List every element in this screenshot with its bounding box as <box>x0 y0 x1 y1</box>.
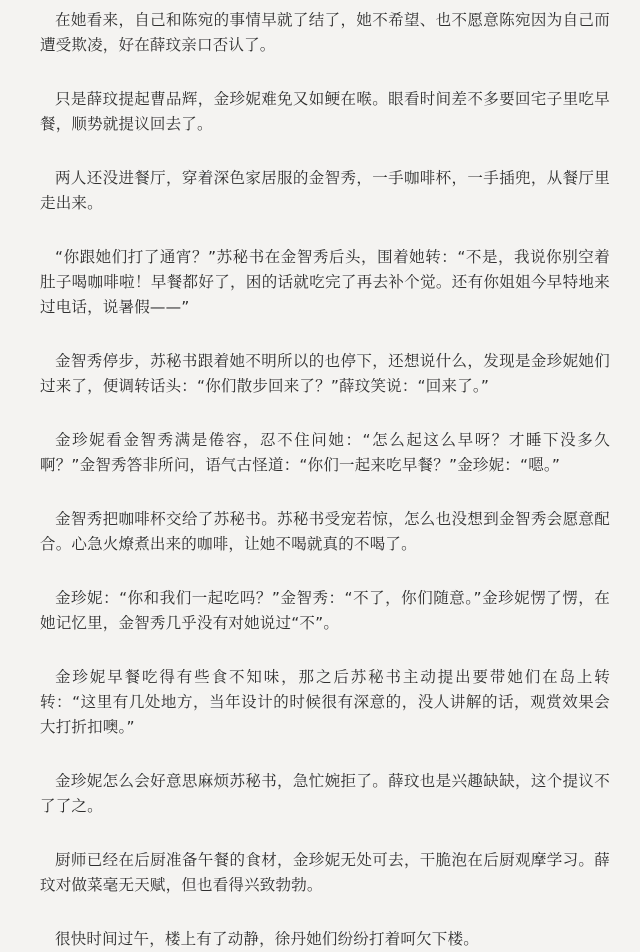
paragraph-11: 厨师已经在后厨准备午餐的食材，金珍妮无处可去，干脆泡在后厨观摩学习。薛玟对做菜毫无天赋，但也看得兴致勃勃。 <box>40 851 610 894</box>
paragraph-8: 金珍妮：“你和我们一起吃吗？”金智秀：“不了，你们随意。”金珍妮愣了愣，在她记忆里，金智秀几乎没有对她说过“不”。 <box>40 589 610 632</box>
paragraph-10: 金珍妮怎么会好意思麻烦苏秘书，急忙婉拒了。薛玟也是兴趣缺缺，这个提议不了了之。 <box>40 772 610 815</box>
paragraph-9: 金珍妮早餐吃得有些食不知味，那之后苏秘书主动提出要带她们在岛上转转：“这里有几处地方，当年设计的时候很有深意的，没人讲解的话，观赏效果会大打折扣噢。” <box>40 668 610 736</box>
paragraph-1: 在她看来，自己和陈宛的事情早就了结了，她不希望、也不愿意陈宛因为自己而遭受欺凌，好在薛玟亲口否认了。 <box>40 11 610 54</box>
paragraph-7: 金智秀把咖啡杯交给了苏秘书。苏秘书受宠若惊，怎么也没想到金智秀会愿意配合。心急火燎煮出来的咖啡，让她不喝就真的不喝了。 <box>40 510 610 553</box>
paragraph-2: 只是薛玟提起曹品辉，金珍妮难免又如鲠在喉。眼看时间差不多要回宅子里吃早餐，顺势就提议回去了。 <box>40 90 610 133</box>
paragraph-4: “你跟她们打了通宵？”苏秘书在金智秀后头，围着她转：“不是，我说你别空着肚子喝咖啡啦！早餐都好了，困的话就吃完了再去补个觉。还有你姐姐今早特地来过电话，说暑假——” <box>40 248 610 316</box>
paragraph-5: 金智秀停步，苏秘书跟着她不明所以的也停下，还想说什么，发现是金珍妮她们过来了，便调转话头：“你们散步回来了？”薛玟笑说：“回来了。” <box>40 352 610 395</box>
paragraph-12: 很快时间过午，楼上有了动静，徐丹她们纷纷打着呵欠下楼。 <box>55 930 479 948</box>
paragraph-3: 两人还没进餐厅，穿着深色家居服的金智秀，一手咖啡杯，一手插兜，从餐厅里走出来。 <box>40 169 610 212</box>
paragraph-6: 金珍妮看金智秀满是倦容，忍不住问她：“怎么起这么早呀？才睡下没多久啊？”金智秀答非所问，语气古怪道：“你们一起来吃早餐？”金珍妮：“嗯。” <box>40 431 610 474</box>
